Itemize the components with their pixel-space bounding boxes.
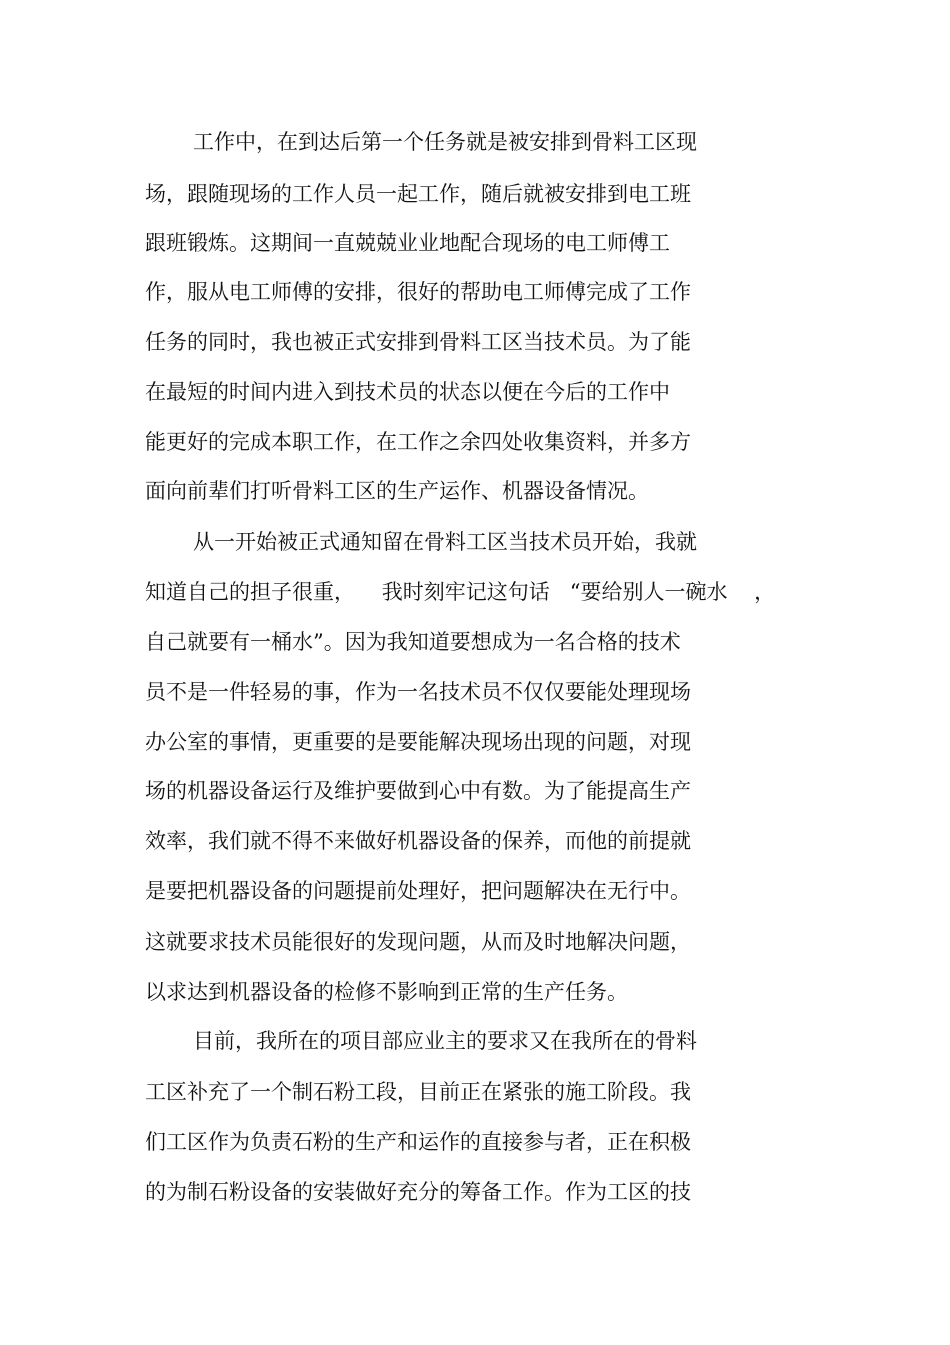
text-line: 场，跟随现场的工作人员一起工作，随后就被安排到电工班 <box>145 182 691 206</box>
text-line: 工区补充了一个制石粉工段，目前正在紧张的施工阶段。我 <box>145 1080 691 1104</box>
text-line: 的为制石粉设备的安装做好充分的筹备工作。作为工区的技 <box>145 1180 691 1204</box>
text-line: 这就要求技术员能很好的发现问题，从而及时地解决问题， <box>145 930 691 954</box>
text-line: 是要把机器设备的问题提前处理好，把问题解决在无行中。 <box>145 879 691 903</box>
text-line: 能更好的完成本职工作，在工作之余四处收集资料，并多方 <box>145 430 691 454</box>
text-line: 目前，我所在的项目部应业主的要求又在我所在的骨料 <box>193 1029 697 1053</box>
text-line: 们工区作为负责石粉的生产和运作的直接参与者，正在积极 <box>145 1130 691 1154</box>
text-line: 作，服从电工师傅的安排，很好的帮助电工师傅完成了工作 <box>145 280 691 304</box>
text-line: 从一开始被正式通知留在骨料工区当技术员开始，我就 <box>193 530 697 554</box>
text-line: 自己就要有一桶水”。因为我知道要想成为一名合格的技术 <box>145 630 681 654</box>
text-line: 跟班锻炼。这期间一直兢兢业业地配合现场的电工师傅工 <box>145 231 670 255</box>
text-line: 在最短的时间内进入到技术员的状态以便在今后的工作中 <box>145 380 670 404</box>
text-line: 员不是一件轻易的事，作为一名技术员不仅仅要能处理现场 <box>145 680 691 704</box>
text-line: 知道自己的担子很重， 我时刻牢记这句话 “要给别人一碗水 ， <box>145 580 776 604</box>
text-line: 办公室的事情，更重要的是要能解决现场出现的问题，对现 <box>145 730 691 754</box>
text-line: 以求达到机器设备的检修不影响到正常的生产任务。 <box>145 980 628 1004</box>
text-line: 场的机器设备运行及维护要做到心中有数。为了能提高生产 <box>145 779 691 803</box>
text-line: 效率，我们就不得不来做好机器设备的保养，而他的前提就 <box>145 829 691 853</box>
text-line: 工作中，在到达后第一个任务就是被安排到骨料工区现 <box>193 130 697 154</box>
text-line: 任务的同时，我也被正式安排到骨料工区当技术员。为了能 <box>145 330 691 354</box>
text-line: 面向前辈们打听骨料工区的生产运作、机器设备情况。 <box>145 479 649 503</box>
